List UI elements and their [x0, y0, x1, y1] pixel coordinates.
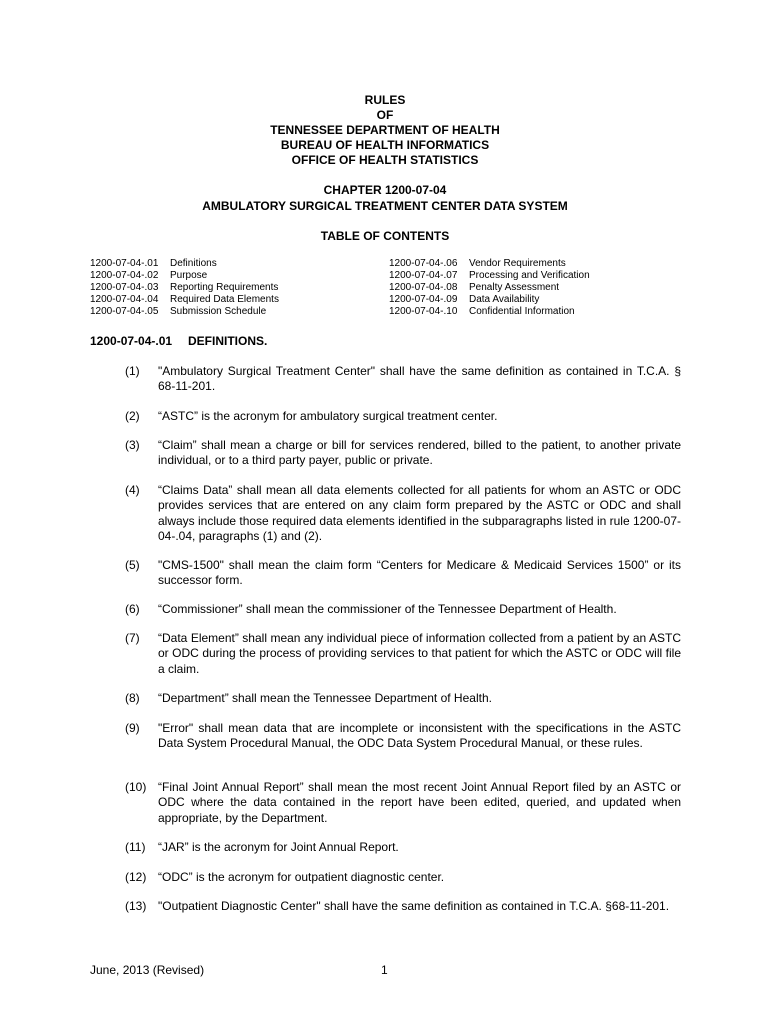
definition-number: (4) [125, 483, 140, 497]
definition-text: “Commissioner” shall mean the commissioner of the Tennessee Department of Health. [158, 602, 617, 616]
header-department: TENNESSEE DEPARTMENT OF HEALTH [270, 123, 500, 137]
toc-item-number: 1200-07-04-.07 [389, 270, 458, 281]
toc-item-number: 1200-07-04-.09 [389, 294, 458, 305]
definition-text: “Claims Data” shall mean all data elements collected for all patients for whom an ASTC or ODC provides services that are entered on any claim form prepared by the ASTC or ODC and shall always include those required data elements identified in the subparagraphs listed in rule 1200-07-04-.04, paragraphs (1) and (2). [158, 483, 681, 543]
definition-number: (1) [125, 364, 140, 378]
toc-item-number: 1200-07-04-.01 [90, 258, 159, 269]
header-office: OFFICE OF HEALTH STATISTICS [291, 153, 479, 167]
definition-item [125, 691, 681, 706]
definition-number: (8) [125, 691, 140, 705]
definition-number: (2) [125, 409, 140, 423]
toc-item [90, 294, 279, 306]
toc-item [90, 282, 279, 294]
definition-text: “ASTC” is the acronym for ambulatory surgical treatment center. [158, 409, 498, 423]
definition-number: (10) [125, 780, 147, 794]
definition-number: (11) [125, 840, 146, 854]
toc-item-title: Reporting Requirements [170, 282, 279, 293]
definition-number: (12) [125, 870, 147, 884]
header-rules: RULES [364, 93, 406, 107]
definition-item [125, 602, 681, 617]
definition-text: "CMS-1500" shall mean the claim form “Centers for Medicare & Medicaid Services 1500” or its successor form. [158, 558, 681, 588]
definition-text: “ODC” is the acronym for outpatient diagnostic center. [158, 870, 445, 884]
definition-text: “Claim” shall mean a charge or bill for services rendered, billed to the patient, to another private individual, or to a third party payer, public or private. [158, 438, 681, 468]
definition-item [125, 364, 681, 395]
toc-item-number: 1200-07-04-.05 [90, 306, 159, 317]
section-heading [90, 334, 267, 349]
definition-text: "Error" shall mean data that are incomplete or inconsistent with the specifications in the ASTC Data System Procedural Manual, the ODC Data System Procedural Manual, or these rules. [158, 721, 681, 751]
section-number: 1200-07-04-.01 [90, 334, 173, 348]
definition-item [125, 780, 681, 826]
toc-item-title: Submission Schedule [170, 306, 267, 317]
definition-item [125, 870, 681, 885]
definition-number: (6) [125, 602, 140, 616]
definition-text: "Outpatient Diagnostic Center" shall have the same definition as contained in T.C.A. §68-11-201. [158, 899, 670, 913]
chapter-title: AMBULATORY SURGICAL TREATMENT CENTER DATA SYSTEM [202, 199, 568, 213]
toc-item [389, 306, 590, 318]
toc-item [389, 294, 590, 306]
definition-number: (3) [125, 438, 140, 452]
toc-item-number: 1200-07-04-.04 [90, 294, 159, 305]
definition-item [125, 721, 681, 752]
definition-item [125, 840, 681, 855]
toc-item-title: Processing and Verification [469, 270, 590, 281]
definition-number: (9) [125, 721, 140, 735]
toc-item-title: Purpose [170, 270, 208, 281]
toc-item-number: 1200-07-04-.02 [90, 270, 159, 281]
definition-item [125, 483, 681, 544]
toc-item-title: Vendor Requirements [469, 258, 566, 269]
definition-number: (13) [125, 899, 147, 913]
definition-text: “Final Joint Annual Report” shall mean the most recent Joint Annual Report filed by an ASTC or ODC where the data contained in the report have been edited, queried, and updated when appropriate, by the Department. [158, 780, 681, 825]
definition-text: "Ambulatory Surgical Treatment Center" shall have the same definition as contained in T.C.A. § 68-11-201. [158, 364, 681, 394]
toc-item-number: 1200-07-04-.03 [90, 282, 159, 293]
toc-left-column [90, 258, 279, 318]
definition-item [125, 899, 681, 914]
header-of: OF [376, 108, 394, 122]
definition-item [125, 438, 681, 469]
toc-item-title: Penalty Assessment [469, 282, 560, 293]
toc-right-column [389, 258, 590, 318]
footer-date: June, 2013 (Revised) [90, 963, 205, 977]
chapter-number: CHAPTER 1200-07-04 [323, 183, 447, 197]
toc-item [90, 270, 279, 282]
toc-item-title: Definitions [170, 258, 217, 269]
toc-item-number: 1200-07-04-.08 [389, 282, 458, 293]
toc-item [389, 258, 590, 270]
toc-item [90, 258, 279, 270]
toc-item [389, 270, 590, 282]
header-bureau: BUREAU OF HEALTH INFORMATICS [280, 138, 490, 152]
toc-heading: TABLE OF CONTENTS [320, 229, 450, 243]
definition-text: “JAR” is the acronym for Joint Annual Report. [158, 840, 399, 854]
toc-item-number: 1200-07-04-.06 [389, 258, 458, 269]
toc-item-title: Required Data Elements [170, 294, 279, 305]
definition-text: “Data Element” shall mean any individual piece of information collected from a patient by an ASTC or ODC during the process of providing services to that patient for which the ASTC or ODC will file a claim. [158, 631, 681, 676]
definition-text: “Department” shall mean the Tennessee Department of Health. [158, 691, 492, 705]
toc-item [389, 282, 590, 294]
toc-item-number: 1200-07-04-.10 [389, 306, 458, 317]
definition-item [125, 558, 681, 589]
toc-item-title: Data Availability [469, 294, 540, 305]
toc-item-title: Confidential Information [469, 306, 575, 317]
definition-number: (7) [125, 631, 140, 645]
definition-item [125, 409, 681, 424]
toc-item [90, 306, 279, 318]
page-number: 1 [381, 963, 388, 977]
definition-item [125, 631, 681, 677]
section-title: DEFINITIONS. [188, 334, 268, 348]
definition-number: (5) [125, 558, 140, 572]
